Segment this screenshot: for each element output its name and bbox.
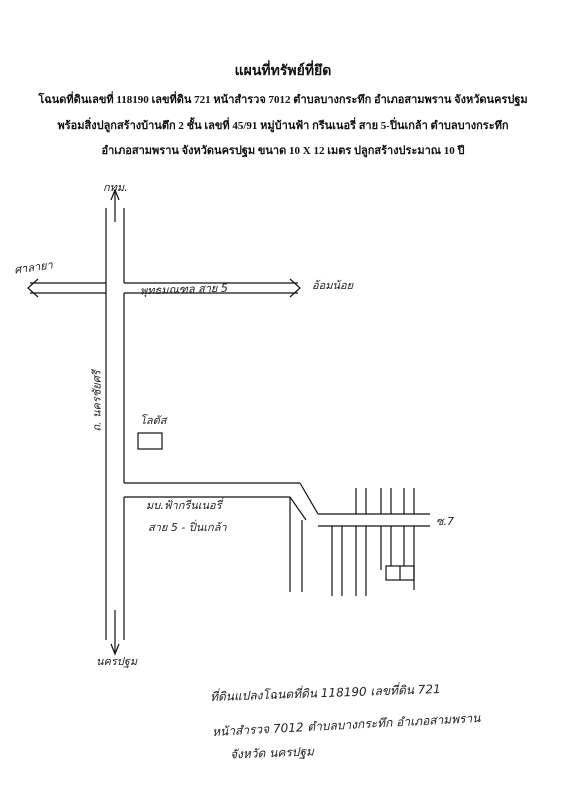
handwritten-note-line-2: หน้าสำรวจ 7012 ตำบลบางกระทึก อำเภอสามพราน (211, 710, 481, 740)
village-road-bend-top (300, 483, 318, 514)
village-label-2: สาย 5 - ปิ่นเกล้า (148, 521, 227, 534)
main-road-label: ถ. นครชัยศรี (90, 370, 104, 432)
west-arrowhead (28, 279, 38, 297)
handwritten-note-line-1: ที่ดินแปลงโฉนดที่ดิน 118190 เลขที่ดิน 721 (209, 681, 441, 705)
handwritten-note-line-3: จังหวัด นครปฐม (229, 744, 315, 762)
highway-label: พุทธมณฑล สาย 5 (139, 281, 229, 298)
village-road-bend-bottom (290, 497, 306, 520)
east-arrowhead (290, 279, 300, 297)
header-line-1: โฉนดที่ดินเลขที่ 118190 เลขที่ดิน 721 หน้าสำรวจ 7012 ตำบลบางกระทึก อำเภอสามพราน จังหวัดนครปฐม (38, 94, 528, 106)
lotus-building (138, 433, 162, 449)
village-label-1: มบ.ฟ้ากรีนเนอรี่ (146, 499, 222, 512)
north-label: กทม. (103, 181, 128, 194)
west-label: ศาลายา (13, 258, 54, 277)
east-label: อ้อมน้อย (312, 279, 354, 292)
lotus-label: โลตัส (140, 414, 167, 427)
header-line-2: พร้อมสิ่งปลูกสร้างบ้านตึก 2 ชั้น เลขที่ 45/91 หมู่บ้านฟ้า กรีนเนอรี่ สาย 5-ปิ่นเกล้า ตำบลบางกระทึก (57, 120, 509, 132)
header-line-3: อำเภอสามพราน จังหวัดนครปฐม ขนาด 10 X 12 เมตร ปลูกสร้างประมาณ 10 ปี (101, 145, 465, 157)
soi-label: ซ.7 (436, 515, 454, 528)
south-label: นครปฐม (96, 655, 138, 668)
document-title: แผนที่ทรัพย์ที่ยึด (234, 64, 332, 79)
